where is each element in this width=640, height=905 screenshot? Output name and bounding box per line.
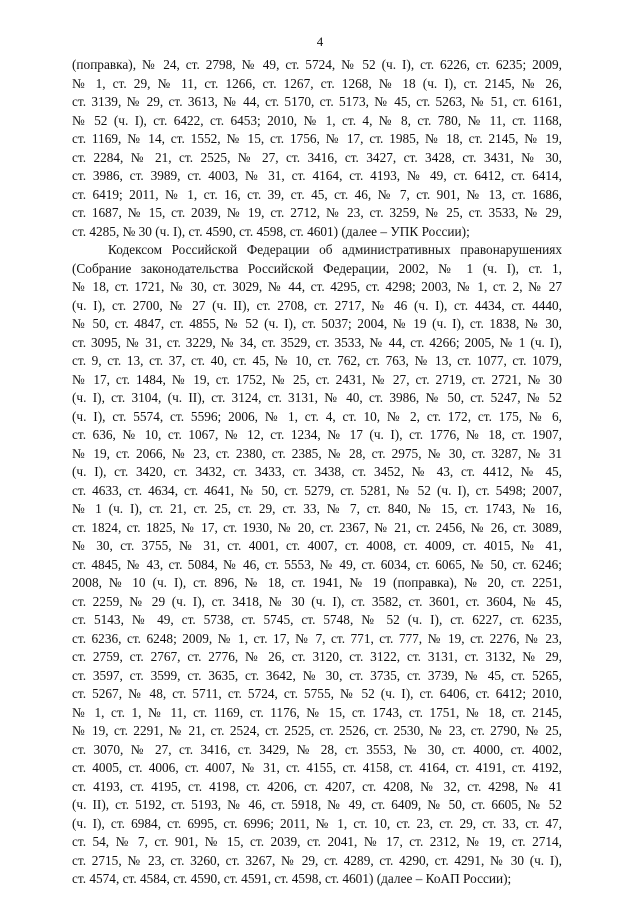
text-line: (Собрание законодательства Российской Федерации, 2002, № 1 (ч. I), ст. 1,: [72, 260, 562, 276]
page-number: 4: [316, 34, 324, 49]
text-line: № 50, ст. 4847, ст. 4855, № 52 (ч. I), ст. 5037; 2004, № 19 (ч. I), ст. 1838, № 30,: [72, 316, 562, 331]
text-line: № 19, ст. 2291, № 21, ст. 2524, ст. 2525, ст. 2526, ст. 2530, № 23, ст. 2790, № 25,: [72, 723, 562, 738]
text-line: ст. 3986, ст. 3989, ст. 4003, № 31, ст. 4164, ст. 4193, № 49, ст. 6412, ст. 6414,: [72, 168, 562, 183]
text-line: (ч. I), ст. 3420, ст. 3432, ст. 3433, ст. 3438, ст. 3452, № 43, ст. 4412, № 45,: [72, 464, 562, 479]
text-line: (ч. I), ст. 3104, (ч. II), ст. 3124, ст. 3131, № 40, ст. 3986, № 50, ст. 5247, № 52: [72, 390, 562, 405]
text-line: № 30, ст. 3755, № 31, ст. 4001, ст. 4007, ст. 4008, ст. 4009, ст. 4015, № 41,: [72, 538, 562, 553]
text-line: ст. 2715, № 23, ст. 3260, ст. 3267, № 29, ст. 4289, ст. 4290, ст. 4291, № 30 (ч. I),: [72, 852, 562, 868]
text-line: ст. 4285, № 30 (ч. I), ст. 4590, ст. 4598, ст. 4601) (далее – УПК России);: [72, 223, 470, 239]
text-line: № 18, ст. 1721, № 30, ст. 3029, № 44, ст. 4295, ст. 4298; 2003, № 1, ст. 2, № 27: [72, 279, 562, 294]
text-line: ст. 3070, № 27, ст. 3416, ст. 3429, № 28, ст. 3553, № 30, ст. 4000, ст. 4002,: [72, 741, 562, 757]
text-line: № 52 (ч. I), ст. 6422, ст. 6453; 2010, № 1, ст. 4, № 8, ст. 780, № 11, ст. 1168,: [72, 112, 562, 128]
text-line: 2008, № 10 (ч. I), ст. 896, № 18, ст. 1941, № 19 (поправка), № 20, ст. 2251,: [72, 575, 562, 590]
text-line: ст. 2284, № 21, ст. 2525, № 27, ст. 3416, ст. 3427, ст. 3428, ст. 3431, № 30,: [72, 149, 562, 165]
text-line: Кодексом Российской Федерации об административных правонарушениях: [108, 242, 562, 257]
text-line: ст. 1824, ст. 1825, № 17, ст. 1930, № 20, ст. 2367, № 21, ст. 2456, № 26, ст. 3089,: [72, 519, 562, 535]
text-line: ст. 4193, ст. 4195, ст. 4198, ст. 4206, ст. 4207, ст. 4208, № 32, ст. 4298, № 41: [72, 778, 562, 794]
document-body: [72, 56, 562, 889]
text-line: ст. 5143, № 49, ст. 5738, ст. 5745, ст. 5748, № 52 (ч. I), ст. 6227, ст. 6235,: [72, 612, 562, 627]
paragraph-upk-amendments: [72, 56, 562, 241]
text-line: ст. 54, № 7, ст. 901, № 15, ст. 2039, ст. 2041, № 17, ст. 2312, № 19, ст. 2714,: [72, 834, 562, 849]
text-line: ст. 6419; 2011, № 1, ст. 16, ст. 39, ст. 45, ст. 46, № 7, ст. 901, № 13, ст. 1686,: [72, 186, 562, 202]
text-line: (поправка), № 24, ст. 2798, № 49, ст. 5724, № 52 (ч. I), ст. 6226, ст. 6235; 2009,: [72, 57, 562, 72]
text-line: ст. 1687, № 15, ст. 2039, № 19, ст. 2712, № 23, ст. 3259, № 25, ст. 3533, № 29,: [72, 205, 562, 220]
text-line: ст. 2759, ст. 2767, ст. 2776, № 26, ст. 3120, ст. 3122, ст. 3131, ст. 3132, № 29,: [72, 649, 562, 664]
text-line: № 1, ст. 1, № 11, ст. 1169, ст. 1176, № 15, ст. 1743, ст. 1751, № 18, ст. 2145,: [72, 704, 562, 720]
paragraph-koap-amendments: [72, 241, 562, 889]
text-line: ст. 4845, № 43, ст. 5084, № 46, ст. 5553, № 49, ст. 6034, ст. 6065, № 50, ст. 6246;: [72, 556, 562, 572]
text-line: ст. 636, № 10, ст. 1067, № 12, ст. 1234, № 17 (ч. I), ст. 1776, № 18, ст. 1907,: [72, 427, 562, 442]
text-line: ст. 6236, ст. 6248; 2009, № 1, ст. 17, № 7, ст. 771, ст. 777, № 19, ст. 2276, № 23,: [72, 630, 562, 646]
text-line: ст. 3597, ст. 3599, ст. 3635, ст. 3642, № 30, ст. 3735, ст. 3739, № 45, ст. 5265,: [72, 667, 562, 683]
text-line: ст. 4633, ст. 4634, ст. 4641, № 50, ст. 5279, ст. 5281, № 52 (ч. I), ст. 5498; 2007,: [72, 482, 562, 498]
text-line: ст. 4005, ст. 4006, ст. 4007, № 31, ст. 4155, ст. 4158, ст. 4164, ст. 4191, ст. 4192,: [72, 760, 562, 775]
text-line: ст. 2259, № 29 (ч. I), ст. 3418, № 30 (ч. I), ст. 3582, ст. 3601, ст. 3604, № 45,: [72, 593, 562, 609]
text-line: ст. 3139, № 29, ст. 3613, № 44, ст. 5170, ст. 5173, № 45, ст. 5263, № 51, ст. 6161,: [72, 94, 562, 109]
text-line: ст. 9, ст. 13, ст. 37, ст. 40, ст. 45, № 10, ст. 762, ст. 763, № 13, ст. 1077, ст. 1079,: [72, 353, 562, 368]
text-line: № 19, ст. 2066, № 23, ст. 2380, ст. 2385, № 28, ст. 2975, № 30, ст. 3287, № 31: [72, 445, 562, 461]
text-line: № 17, ст. 1484, № 19, ст. 1752, № 25, ст. 2431, № 27, ст. 2719, ст. 2721, № 30: [72, 371, 562, 387]
text-line: (ч. II), ст. 5192, ст. 5193, № 46, ст. 5918, № 49, ст. 6409, № 50, ст. 6605, № 52: [72, 797, 562, 812]
text-line: (ч. I), ст. 6984, ст. 6995, ст. 6996; 2011, № 1, ст. 10, ст. 23, ст. 29, ст. 33, ст. 47,: [72, 815, 562, 831]
text-line: № 1, ст. 29, № 11, ст. 1266, ст. 1267, ст. 1268, № 18 (ч. I), ст. 2145, № 26,: [72, 75, 562, 91]
text-line: (ч. I), ст. 2700, № 27 (ч. II), ст. 2708, ст. 2717, № 46 (ч. I), ст. 4434, ст. 4440,: [72, 297, 562, 313]
text-line: (ч. I), ст. 5574, ст. 5596; 2006, № 1, ст. 4, ст. 10, № 2, ст. 172, ст. 175, № 6,: [72, 408, 562, 424]
text-line: ст. 5267, № 48, ст. 5711, ст. 5724, ст. 5755, № 52 (ч. I), ст. 6406, ст. 6412; 2010,: [72, 686, 562, 701]
text-line: ст. 1169, № 14, ст. 1552, № 15, ст. 1756, № 17, ст. 1985, № 18, ст. 2145, № 19,: [72, 131, 562, 146]
text-line: ст. 3095, № 31, ст. 3229, № 34, ст. 3529, ст. 3533, № 44, ст. 4266; 2005, № 1 (ч. I),: [72, 334, 562, 350]
text-line: № 1 (ч. I), ст. 21, ст. 25, ст. 29, ст. 33, № 7, ст. 840, № 15, ст. 1743, № 16,: [72, 501, 562, 516]
text-line: ст. 4574, ст. 4584, ст. 4590, ст. 4591, ст. 4598, ст. 4601) (далее – КоАП России);: [72, 871, 512, 886]
